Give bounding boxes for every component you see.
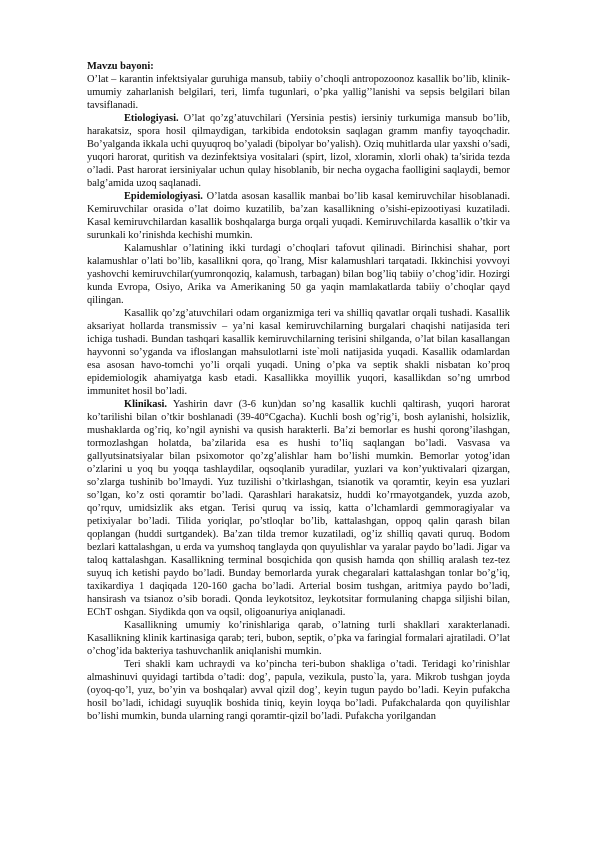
topic-heading: Mavzu bayoni: xyxy=(87,61,154,72)
paragraph-text: O’lat – karantin infektsiyalar guruhiga mansub, tabiiy o’choqli antropozoonoz kasallik bo’lib, klinik-umumiy zaharlanish belgilari, teri, limfa tugunlari, o’pka yallig’’lanishi va sepsis belgilari bilan tavsiflanadi. xyxy=(87,74,510,111)
paragraph-text: Kasallikning umumiy ko’rinishlariga qarab, o’latning turli shakllari xarakterlanadi. Kasallikning klinik kartinasiga qarab; teri, bubon, septik, o’pka va faringial formalari ajratiladi. O’lat o’chog’ida bakteriya tashuvchanlik aniqlanishi mumkin. xyxy=(87,620,510,657)
paragraph-text: O’latda asosan kasallik manbai bo’lib kasal kemiruvchilar hisoblanadi. Kemiruvchilar orasida o’lat doimo kuzatilib, ba’zan kasallikning o’sishi-epizootiyasi kuzatiladi. Kasal kemiruvchilardan kasallik boshqalarga burga orqali yuqadi. Kemiruvchilarda kasallik o’tkir va surunkali ko’rinishda kechishi mumkin. xyxy=(87,191,510,241)
document-page xyxy=(87,60,510,723)
skin-form-paragraph xyxy=(87,658,510,723)
etiology-term: Etiologiyasi. xyxy=(124,113,179,124)
paragraph-text: O’lat qo’zg’atuvchilari (Yersinia pestis) iersiniy turkumiga mansub bo’lib, harakatsiz, spora hosil qilmaydigan, tarkibida endotoksin saqlagan gramm manfiy tayoqchadir. Bo’yalganda ikkala uchi quyuqroq bo’yaladi (bipolyar bo’yalish). Oziq muhitlarda ular yaxshi o’sadi, yuqori harorat, quritish va dezinfektsiya vositalari (spirt, lizol, xloramin, xlorli ohak) ta’sirida tezda o’ladi. Past harorat iersiniyalar uchun qulay hisoblanib, bir necha oygacha faolligini saqlaydi, bemor balg’amida uzoq saqlanadi. xyxy=(87,113,510,189)
epidemiology-paragraph xyxy=(87,190,510,242)
intro-paragraph xyxy=(87,73,510,112)
forms-paragraph xyxy=(87,619,510,658)
rat-foci-paragraph xyxy=(87,242,510,307)
clinical-paragraph xyxy=(87,398,510,619)
etiology-paragraph xyxy=(87,112,510,190)
paragraph-text: Yashirin davr (3-6 kun)dan so’ng kasallik kuchli qaltirash, yuqori harorat ko’tarilishi bilan o’tkir boshlanadi (39-40°Cgacha). Kuchli bosh og’rig’i, bosh aylanishi, holsizlik, mushaklarda og’riq, ko’ngil aynishi va qusish harakterli. Ba’zi bemorlar es hushi qorong’ilashgan, tormozlashgan holatda, ba’zilarida esa es hushi to’liq saqlangan bo’ladi. Vasvasa va gallyutsinatsiyalar bilan psixomotor qo’zg’alishlar ham bo’lishi mumkin. Bemorlar yotog’idan o’zlarini u yoq bu yoqqa tashlaydilar, oqsoqlanib yuradilar, yuzlari va kon’yuktivalari qizargan, so’zlarga tushinib bo’lmaydi. Yuz tuzilishi o’tkirlashgan, tsianotik va qoramtir, keyin esa yuzlari so’lgan, ko’z osti qoramtir bo’ladi. Qarashlari harakatsiz, huddi ko’rmayotgandek, yuzda azob, qo’rquv, umidsizlik aks etgan. Terisi quruq va issiq, katta o’lchamlardi gemmoragiyalar va petixiyalar bo’ladi. Tilida yoriqlar, po’stloqlar bo’lib, kattalashgan, oppoq qalin qarash bilan qoplangan (huddi surtgandek). Ba’zan tilda tremor kuzatiladi, og’iz shilliq qavati quruq. Bodom bezlari kattalashgan, u erda va yumshoq tanglayda qon quyulishlar va yaralar paydo bo’ladi. Jigar va taloq kattalashgan. Kasallikning terminal bosqichida qon qusish hamda qon shilliq aralash tez-tez suyuq ich ketishi paydo bo’ladi. Bunday bemorlarda yurak chegaralari kattalashgan tonlar bo’g’iq, taxikardiya 1 daqiqada 120-160 gacha bo’ladi. Arterial bosim tushgan, aritmiya paydo bo’ladi, hansirash va tsianoz o’sib boradi. Qonda leykotsitoz, leykotsitar formulaning chapga siljishi bilan, EChT oshgan. Siydikda qon va oqsil, oligoanuriya aniqlanadi. xyxy=(87,399,510,618)
transmission-paragraph xyxy=(87,307,510,398)
clinical-term: Klinikasi. xyxy=(124,399,168,410)
epidemiology-term: Epidemiologiyasi. xyxy=(124,191,203,202)
paragraph-text: Kalamushlar o’latining ikki turdagi o’choqlari tafovut qilinadi. Birinchisi shahar, port kalamushlar o’lati bo’lib, kasallikni qora, qo`lrang, Misr kalamushlari tarqatadi. Ikkinchisi yovvoyi yashovchi kemiruvchilar(yumronqoziq, kalamush, tarbagan) bilan bog’liq tabiiy o’chog’idir. Hozirgi kunda Evropa, Osiyo, Arika va Amerikaning 50 ga yaqin mamlakatlarda tabiiy o’choqlar qayd qilingan. xyxy=(87,243,510,306)
paragraph-text: Teri shakli kam uchraydi va ko’pincha teri-bubon shakliga o’tadi. Teridagi ko’rinishlar almashinuvi quyidagi tartibda o’tadi: dog’, papula, vezikula, pusto`la, yara. Mikrob tushgan joyda (oyoq-qo’l, yuz, bo’yin va boshqalar) avval qizil dog’, keyin tugun paydo bo’ladi. Keyin pufakcha hosil bo’ladi, ichidagi suyuqlik boshida tiniq, keyin loyqa bo’ladi. Pufakchalarda qon quyilishlar bo’lishi mumkin, bunda ularning rangi qoramtir-qizil bo’ladi. Pufakcha yorilgandan xyxy=(87,659,510,722)
paragraph-text: Kasallik qo’zg’atuvchilari odam organizmiga teri va shilliq qavatlar orqali tushadi. Kasallik aksariyat hollarda transmissiv – ya’ni kasal kemiruvchilarning burgalari chaqishi natijasida teri ichiga tushadi. Bundan tashqari kasallik kemiruvchilarning terisini shilganda, o’lat bilan kasallangan hayvonni so’yganda va ifloslangan mahsulotlarni iste`moli natijasida yuqadi. Kasallik odamlardan esa asosan havo-tomchi yo’li orqali yuqadi. Uning o’pka va septik shakli nisbatan ko’proq epidemiologik ahamiyatga kasb etadi. Kasallikka moyillik yuqori, kasallikdan so’ng umrbod immunitet hosil bo’ladi. xyxy=(87,308,510,397)
